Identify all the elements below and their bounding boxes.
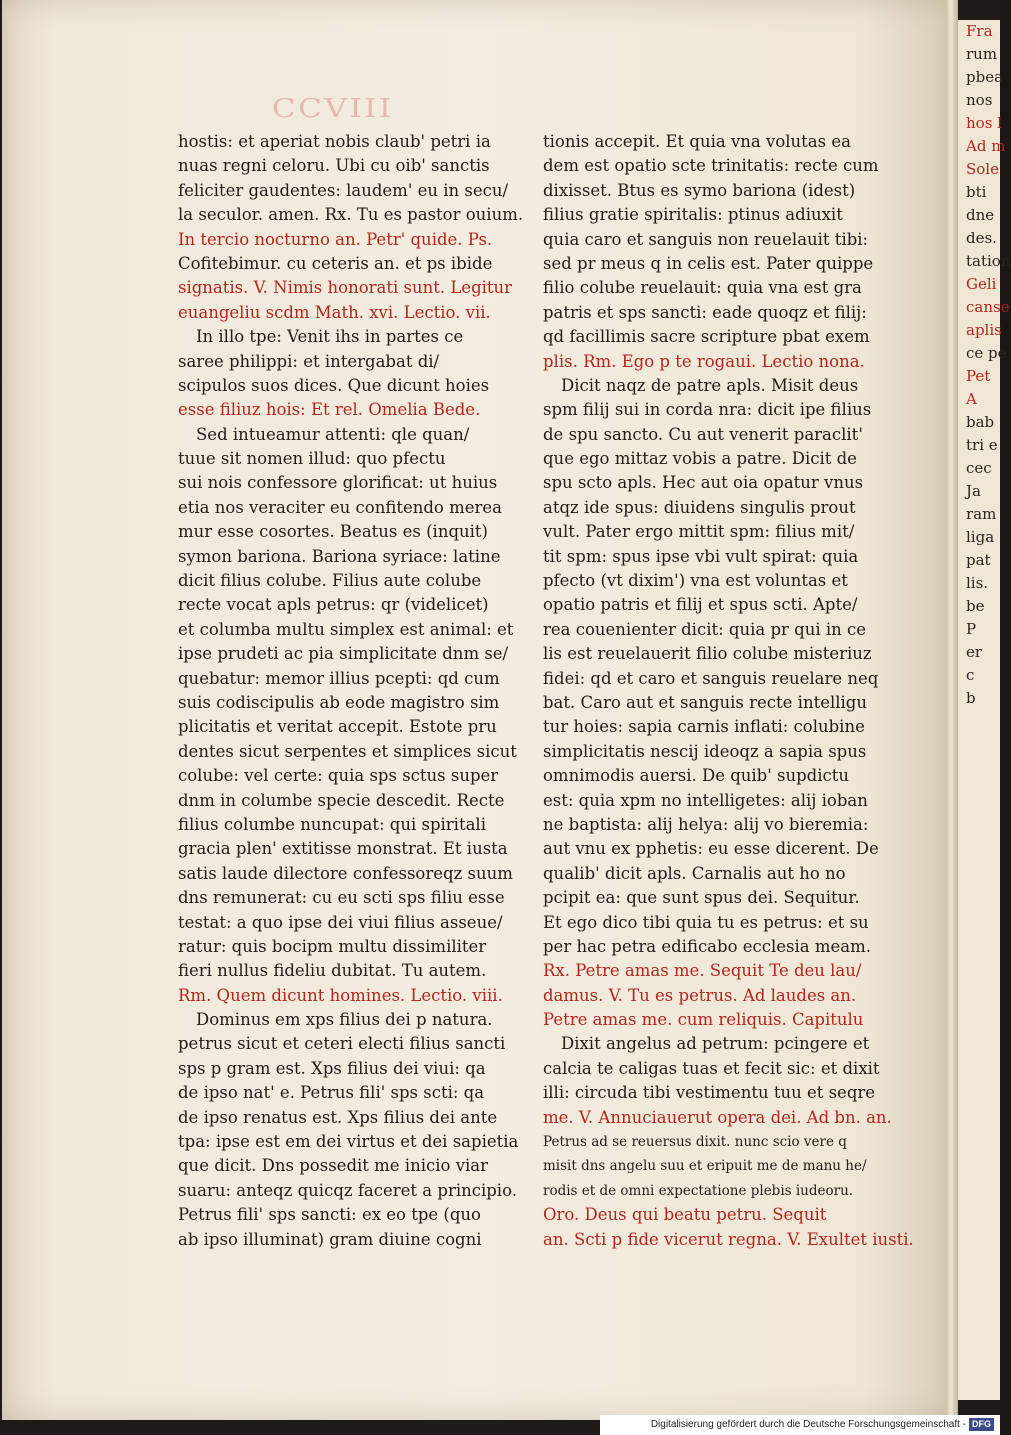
line-text: qd facillimis sacre scripture pbat exem [543, 327, 870, 347]
line-text: gracia plen' extitisse monstrat. Et iusta [178, 839, 508, 859]
fragment-line: c [966, 666, 975, 684]
text-line [543, 350, 883, 374]
line-text: sui nois confessore glorificat: ut huius [178, 473, 498, 493]
text-line [178, 520, 518, 544]
credit-text: Digitalisierung gefördert durch die Deutsche Forschungsgemeinschaft - [650, 1419, 966, 1430]
line-text: pcipit ea: que sunt spus dei. Sequitur. [543, 888, 860, 908]
line-text: Rx. Petre amas me. Sequit Te deu lau/ [543, 961, 862, 981]
text-line [543, 1203, 883, 1227]
text-line [178, 374, 518, 398]
text-line [543, 1106, 892, 1130]
text-line [178, 1203, 518, 1227]
fragment-line: bti [966, 183, 987, 201]
fragment-line: A [966, 390, 977, 408]
line-text: omnimodis auersi. De quib' supdictu [543, 766, 850, 786]
line-text: Et ego dico tibi quia tu es petrus: et su [543, 912, 869, 932]
text-line [543, 228, 883, 252]
text-line [543, 374, 883, 398]
text-line [178, 471, 518, 495]
line-text: hostis: et aperiat nobis claub' petri ia [178, 132, 491, 151]
line-text: de ipso renatus est. Xps filius dei ante [178, 1107, 498, 1127]
line-text: colube: vel certe: quia sps sctus super [178, 766, 499, 786]
fragment-line: ce pe [966, 344, 1007, 362]
fragment-line: er [966, 643, 983, 661]
line-text: calcia te caligas tuas et fecit sic: et dixit [543, 1058, 880, 1078]
text-line [543, 545, 883, 569]
line-text: dnm in columbe specie descedit. Recte [178, 790, 505, 810]
text-line [178, 423, 518, 447]
adjacent-page-fragment [958, 20, 1011, 1400]
line-text: aut vnu ex pphetis: eu esse dicerent. De [543, 839, 879, 859]
line-text: dicit filius colube. Filius aute colube [178, 571, 482, 591]
fragment-line: be [966, 597, 985, 615]
text-line [178, 984, 518, 1008]
line-text: Petrus fili' sps sancti: ex eo tpe (quo [178, 1205, 481, 1225]
fragment-line: lis. [966, 574, 989, 592]
line-text: quia caro et sanguis non reuelauit tibi: [543, 229, 869, 249]
text-line [178, 715, 518, 739]
line-text: recte vocat apls petrus: qr (videlicet) [178, 595, 489, 615]
text-line [178, 1081, 518, 1105]
line-text: feliciter gaudentes: laudem' eu in secu/ [178, 180, 509, 200]
text-line [543, 398, 883, 422]
line-text: Petrus ad se reuersus dixit. nunc scio vere q [543, 1134, 847, 1151]
fragment-line: Ja [966, 482, 981, 500]
text-line [543, 1057, 883, 1081]
line-text: dem est opatio scte trinitatis: recte cum [543, 156, 879, 176]
text-line [543, 325, 883, 349]
line-text: Dominus em xps filius dei p natura. [196, 1010, 493, 1030]
text-line [543, 569, 883, 593]
text-line [178, 1130, 518, 1154]
text-line [543, 618, 883, 642]
line-text: et columba multu simplex est animal: et [178, 619, 514, 639]
text-line [543, 423, 883, 447]
text-line [543, 179, 883, 203]
text-line [178, 1154, 518, 1178]
text-line [178, 496, 518, 520]
text-line [543, 691, 883, 715]
text-line [178, 667, 518, 691]
text-line [543, 252, 883, 276]
line-text: tpa: ipse est em dei virtus et dei sapietia [178, 1132, 519, 1152]
line-text: tionis accepit. Et quia vna volutas ea [543, 132, 851, 151]
line-text: satis laude dilectore confessoreqz suum [178, 863, 513, 883]
text-line [178, 1106, 518, 1130]
text-line [543, 203, 883, 227]
fragment-line: Fra [966, 22, 993, 40]
text-line [178, 569, 518, 593]
text-line [178, 325, 518, 349]
line-text: de ipso nat' e. Petrus fili' sps scti: qa [178, 1083, 485, 1103]
line-text: an. Scti p fide vicerut regna. V. Exultet iusti. [543, 1229, 914, 1249]
line-text: rea couenienter dicit: quia pr qui in ce [543, 619, 867, 639]
fragment-line: tri e [966, 436, 998, 454]
text-line [178, 252, 518, 276]
line-text: patris et sps sancti: eade quoqz et filij: [543, 302, 867, 322]
line-text: tur hoies: sapia carnis inflati: colubine [543, 717, 865, 737]
line-text: spu scto apls. Hec aut oia opatur vnus [543, 473, 864, 493]
line-text: scipulos suos dices. Que dicunt hoies [178, 375, 490, 395]
text-line [543, 447, 883, 471]
fragment-line: cec [966, 459, 992, 477]
line-text: plis. Rm. Ego p te rogaui. Lectio nona. [543, 351, 865, 371]
text-line [178, 935, 518, 959]
text-line [543, 1081, 883, 1105]
line-text: spm filij sui in corda nra: dicit ipe filius [543, 400, 872, 420]
line-text: petrus sicut et ceteri electi filius sancti [178, 1034, 506, 1054]
line-text: Dicit naqz de patre apls. Misit deus [561, 375, 859, 395]
text-line [178, 301, 518, 325]
line-text: testat: a quo ipse dei viui filius asseue/ [178, 912, 503, 932]
text-line [543, 471, 883, 495]
line-text: signatis. V. Nimis honorati sunt. Legitur [178, 278, 513, 298]
text-line [178, 837, 518, 861]
fragment-line: pbea [966, 68, 1004, 86]
fragment-line: P [966, 620, 977, 638]
line-text: Cofitebimur. cu ceteris an. et ps ibide [178, 253, 493, 273]
text-line [178, 179, 518, 203]
text-line [543, 276, 883, 300]
line-text: misit dns angelu suu et eripuit me de manu he/ [543, 1158, 867, 1175]
text-line [543, 984, 883, 1008]
page-gutter [946, 0, 958, 1420]
line-text: filius gratie spiritalis: ptinus adiuxit [543, 205, 843, 225]
line-text: vult. Pater ergo mittit spm: filius mit/ [543, 522, 855, 542]
text-line [178, 764, 518, 788]
line-text: filius columbe nuncupat: qui spiritali [178, 814, 486, 834]
dfg-logo: DFG [969, 1418, 994, 1431]
line-text: ab ipso illuminat) gram diuine cogni [178, 1229, 482, 1249]
line-text: tit spm: spus ipse vbi vult spirat: quia [543, 546, 859, 566]
text-line [178, 1032, 518, 1056]
line-text: de spu sancto. Cu aut venerit paraclit' [543, 424, 863, 444]
text-line [543, 154, 883, 178]
line-text: simplicitatis nescij ideoqz a sapia spus [543, 741, 867, 761]
fragment-line: canse [966, 298, 1010, 316]
fragment-line: bab [966, 413, 995, 431]
text-line [543, 1130, 883, 1154]
line-text: quebatur: memor illius pcepti: qd cum [178, 668, 500, 688]
line-text: nuas regni celoru. Ubi cu oib' sanctis [178, 156, 490, 176]
text-line [543, 813, 883, 837]
text-line [178, 276, 518, 300]
text-line [543, 935, 883, 959]
text-line [543, 1032, 883, 1056]
line-text: atqz ide spus: diuidens singulis prout [543, 497, 856, 517]
line-text: plicitatis et veritat accepit. Estote pru [178, 717, 497, 737]
line-text: suis codiscipulis ab eode magistro sim [178, 692, 500, 712]
text-line [178, 740, 518, 764]
line-text: In tercio nocturno an. Petr' quide. Ps. [178, 229, 493, 249]
left-text-column [178, 130, 524, 1252]
text-line [178, 350, 518, 374]
text-line [543, 1179, 883, 1203]
text-line [543, 1008, 883, 1032]
line-text: ratur: quis bocipm multu dissimiliter [178, 936, 487, 956]
line-text: opatio patris et filij et spus scti. Apte/ [543, 595, 858, 615]
right-text-column [543, 130, 914, 1252]
line-text: dns remunerat: cu eu scti sps filiu esse [178, 888, 505, 908]
text-line [543, 301, 883, 325]
line-text: bat. Caro aut et sanguis recte intelligu [543, 692, 867, 712]
fragment-line: des. [966, 229, 997, 247]
line-text: symon bariona. Bariona syriace: latine [178, 546, 501, 566]
text-line [178, 1228, 518, 1252]
text-line [178, 1057, 518, 1081]
text-line [543, 862, 883, 886]
fragment-line: Pet [966, 367, 991, 385]
fragment-line: pat [966, 551, 991, 569]
text-line [178, 862, 518, 886]
line-text: lis est reuelauerit filio colube misteriuz [543, 644, 872, 664]
line-text: ipse prudeti ac pia simplicitate dnm se/ [178, 644, 509, 664]
line-text: suaru: anteqz quicqz faceret a principio. [178, 1180, 517, 1200]
text-line [178, 130, 518, 154]
line-text: dentes sicut serpentes et simplices sicut [178, 741, 517, 761]
line-text: esse filiuz hois: Et rel. Omelia Bede. [178, 400, 481, 420]
text-line [543, 1228, 914, 1252]
text-line [543, 130, 883, 154]
line-text: tuue sit nomen illud: quo pfectu [178, 449, 446, 469]
text-line [178, 618, 518, 642]
fragment-line: dne [966, 206, 995, 224]
line-text: euangeliu scdm Math. xvi. Lectio. vii. [178, 302, 491, 322]
text-line [543, 667, 883, 691]
text-line [178, 886, 518, 910]
line-text: illi: circuda tibi vestimentu tuu et seqre [543, 1083, 876, 1103]
text-line [178, 911, 518, 935]
text-line [178, 813, 518, 837]
text-line [178, 203, 524, 227]
line-text: Petre amas me. cum reliquis. Capitulu [543, 1010, 864, 1030]
line-text: dixisset. Btus es symo bariona (idest) [543, 180, 856, 200]
line-text: saree philippi: et intergabat di/ [178, 351, 440, 371]
text-line [178, 447, 518, 471]
text-line [178, 959, 518, 983]
text-line [543, 886, 883, 910]
text-line [178, 398, 518, 422]
fragment-line: liga [966, 528, 995, 546]
text-line [543, 764, 883, 788]
text-line [543, 959, 883, 983]
line-text: est: quia xpm no intelligetes: alij ioban [543, 790, 868, 810]
line-text: qualib' dicit apls. Carnalis aut ho no [543, 863, 846, 883]
text-line [178, 593, 518, 617]
line-text: que dicit. Dns possedit me inicio viar [178, 1156, 489, 1176]
line-text: que ego mittaz vobis a patre. Dicit de [543, 449, 857, 469]
line-text: la seculor. amen. Rx. Tu es pastor ouium. [178, 205, 524, 225]
fragment-line: nos [966, 91, 993, 109]
line-text: me. V. Annuciauerut opera dei. Ad bn. an. [543, 1107, 892, 1127]
line-text: etia nos veraciter eu confitendo merea [178, 497, 502, 517]
text-line [543, 789, 883, 813]
text-line [178, 691, 518, 715]
text-line [178, 154, 518, 178]
digitization-credit [600, 1415, 1000, 1435]
fragment-line: tation [966, 252, 1011, 270]
line-text: Sed intueamur attenti: qle quan/ [196, 424, 470, 444]
text-line [178, 789, 518, 813]
text-line [178, 545, 518, 569]
line-text: ne baptista: alij helya: alij vo bieremia: [543, 814, 869, 834]
line-text: sps p gram est. Xps filius dei viui: qa [178, 1058, 486, 1078]
text-line [543, 496, 883, 520]
text-line [178, 642, 518, 666]
text-line [178, 1179, 518, 1203]
text-line [543, 1154, 883, 1178]
line-text: Dixit angelus ad petrum: pcingere et [561, 1034, 870, 1054]
line-text: per hac petra edificabo ecclesia meam. [543, 936, 872, 956]
text-line [543, 911, 883, 935]
fragment-line: Ad m [966, 137, 1006, 155]
text-line [543, 593, 883, 617]
folio-number: CCVIII [271, 94, 394, 124]
text-line [543, 715, 883, 739]
line-text: Rm. Quem dicunt homines. Lectio. viii. [178, 985, 503, 1005]
text-line [543, 520, 883, 544]
line-text: rodis et de omni expectatione plebis iudeoru. [543, 1182, 854, 1199]
text-line [178, 228, 518, 252]
text-line [543, 740, 883, 764]
text-line [543, 837, 883, 861]
fragment-line: ram [966, 505, 997, 523]
line-text: In illo tpe: Venit ihs in partes ce [196, 327, 464, 347]
fragment-line: Sole [966, 160, 999, 178]
line-text: filio colube reuelauit: quia vna est gra [543, 278, 862, 298]
fragment-line: hos l [966, 114, 1002, 132]
line-text: sed pr meus q in celis est. Pater quippe [543, 253, 874, 273]
fragment-line: b [966, 689, 976, 707]
line-text: fidei: qd et caro et sanguis reuelare neq [543, 668, 879, 688]
fragment-line: rum [966, 45, 998, 63]
line-text: fieri nullus fideliu dubitat. Tu autem. [178, 961, 487, 981]
line-text: damus. V. Tu es petrus. Ad laudes an. [543, 985, 857, 1005]
text-line [543, 642, 883, 666]
text-line [178, 1008, 518, 1032]
line-text: pfecto (vt dixim') vna est voluntas et [543, 571, 848, 591]
fragment-line: Geli [966, 275, 997, 293]
line-text: Oro. Deus qui beatu petru. Sequit [543, 1205, 827, 1225]
fragment-line: aplis [966, 321, 1002, 339]
line-text: mur esse cosortes. Beatus es (inquit) [178, 522, 488, 542]
